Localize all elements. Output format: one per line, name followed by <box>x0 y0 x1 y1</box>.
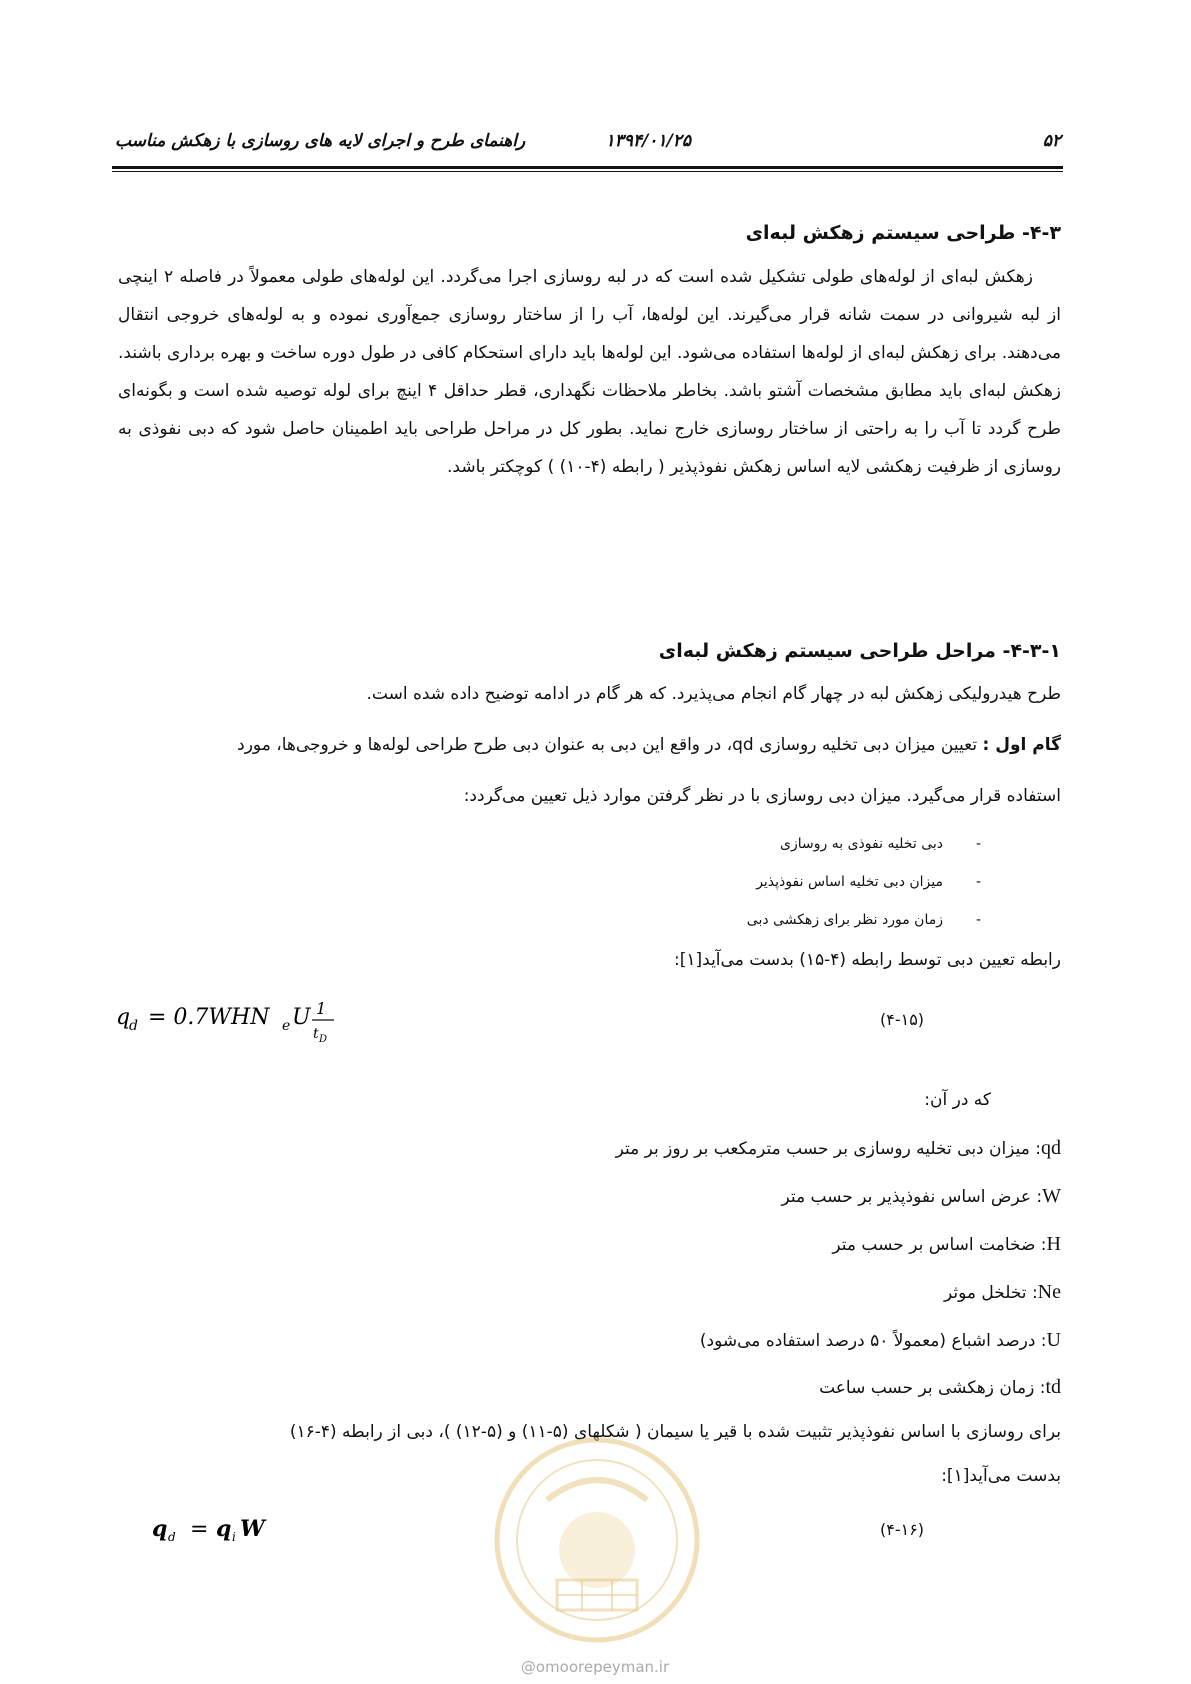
definition-symbol: W <box>1042 1185 1061 1207</box>
definition-text: : ضخامت اساس بر حسب متر <box>832 1235 1047 1255</box>
definition-symbol: td <box>1045 1376 1061 1398</box>
definition-symbol: Ne <box>1037 1281 1061 1303</box>
seal-stamp-icon <box>487 1430 707 1650</box>
definition-text: : تخلخل موثر <box>943 1283 1038 1303</box>
svg-text:1: 1 <box>316 999 327 1018</box>
svg-text:q: q <box>216 1516 232 1542</box>
subsection-intro: طرح هیدرولیکی زهکش لبه در چهار گام انجام می‌پذیرد. که هر گام در ادامه توضیح داده شده است. <box>366 684 1061 704</box>
header-title: راهنمای طرح و اجرای لایه های روسازی با زهکش مناسب <box>115 131 526 151</box>
bullet-text: زمان مورد نظر برای زهکشی دبی <box>746 912 943 928</box>
svg-text:U: U <box>292 1005 311 1030</box>
definition-symbol: qd <box>1041 1137 1061 1159</box>
definition-text: : عرض اساس نفوذپذیر بر حسب متر <box>781 1187 1043 1207</box>
equation-15-4-formula <box>116 990 356 1050</box>
equation-intro: رابطه تعیین دبی توسط رابطه (۴-۱۵) بدست می‌آید[۱]: <box>674 950 1061 970</box>
bullet-dash: - <box>975 874 981 890</box>
svg-text:q: q <box>116 1005 131 1030</box>
bullet-item <box>747 912 981 928</box>
step1-text: تعیین میزان دبی تخلیه روسازی qd، در واقع این دبی به عنوان دبی طرح طراحی لوله‌ها و خروجی‌ها، مورد <box>237 735 983 755</box>
svg-text:i: i <box>232 1530 236 1544</box>
section-paragraph-text: زهکش لبه‌ای از لوله‌های طولی تشکیل شده است که در لبه روسازی اجرا می‌گردد. این لوله‌های طولی معمولاً در فاصله ۲ اینچی از لبه شیروانی در سمت شانه قرار می‌گیرند. این لوله‌ها، آب را از ساختار روسازی جمع‌آوری نموده و به لوله‌های خروجی انتقال می‌دهند. برای زهکش لبه‌ای از لوله‌ها استفاده می‌شود. این لوله‌ها باید دارای استحکام کافی در طول دوره ساخت و بهره برداری باشند. زهکش لبه‌ای باید مطابق مشخصات آشتو باشد. بخاطر ملاحظات نگهداری، قطر حداقل ۴ اینچ برای لوله توصیه شده است و بگونه‌ای طرح گردد تا آب را به راحتی از ساختار روسازی خارج نماید. بطور کل در مراحل طراحی باید اطمینان حاصل شود که دبی نفوذی به روسازی از ظرفیت زهکشی لایه اساس زهکش نفوذپذیر ( رابطه (۴-۱۰) ) کوچکتر باشد. <box>118 267 1061 477</box>
svg-text:=: = <box>190 1517 209 1542</box>
page-number: ۵۲ <box>1042 131 1061 151</box>
step1-label: گام اول : <box>982 735 1061 755</box>
where-label: که در آن: <box>924 1090 991 1110</box>
para2-line1: برای روسازی با اساس نفوذپذیر تثبیت شده با قیر یا سیمان ( شکلهای (۵-۱۱) و (۵-۱۲) )، دبی از رابطه (۴-۱۶) <box>289 1422 1061 1442</box>
watermark-text: @omoorepeyman.ir <box>520 1658 670 1676</box>
equation-16-4 <box>152 1508 282 1558</box>
para2-line2: بدست می‌آید[۱]: <box>941 1466 1061 1486</box>
header-rule-thin <box>112 171 1063 172</box>
bullet-text: میزان دبی تخلیه اساس نفوذپذیر <box>756 874 943 890</box>
bullet-item <box>780 836 981 852</box>
svg-text:q: q <box>152 1516 168 1542</box>
subsection-heading: ۴-۳-۱- مراحل طراحی سیستم زهکش لبه‌ای <box>658 640 1061 662</box>
svg-text:e: e <box>282 1018 291 1034</box>
step1-line2: استفاده قرار می‌گیرد. میزان دبی روسازی با در نظر گرفتن موارد ذیل تعیین می‌گردد: <box>463 786 1061 806</box>
equation-15-4 <box>116 990 356 1056</box>
equation-15-4-number: (۴-۱۵) <box>880 1010 925 1029</box>
svg-text:d: d <box>129 1018 138 1034</box>
section-paragraph <box>118 258 1061 486</box>
equation-16-4-number: (۴-۱۶) <box>880 1520 925 1539</box>
definition-td <box>819 1376 1061 1399</box>
equation-16-4-formula <box>152 1508 282 1552</box>
definition-u <box>700 1329 1061 1352</box>
definition-h <box>832 1233 1061 1256</box>
definition-symbol: H <box>1046 1233 1061 1255</box>
running-header <box>115 131 1061 167</box>
svg-text:t: t <box>313 1026 319 1042</box>
definition-w <box>781 1185 1061 1208</box>
definition-text: : میزان دبی تخلیه روسازی بر حسب مترمکعب بر روز بر متر <box>615 1139 1041 1159</box>
definition-qd <box>616 1137 1061 1160</box>
step1-line1 <box>237 735 1061 755</box>
definition-text: : زمان زهکشی بر حسب ساعت <box>819 1378 1046 1398</box>
bullet-dash: - <box>975 836 981 852</box>
svg-text:d: d <box>168 1530 176 1544</box>
bullet-item <box>756 874 981 890</box>
section-heading: ۴-۳- طراحی سیستم زهکش لبه‌ای <box>745 222 1061 244</box>
header-rule-thick <box>112 166 1063 169</box>
bullet-text: دبی تخلیه نفوذی به روسازی <box>780 836 943 852</box>
definition-symbol: U <box>1046 1329 1061 1351</box>
definition-ne <box>944 1281 1061 1304</box>
svg-text:= 0.7WHN: = 0.7WHN <box>148 1005 270 1030</box>
svg-text:W: W <box>240 1516 265 1542</box>
svg-text:D: D <box>319 1034 328 1045</box>
bullet-dash: - <box>975 912 981 928</box>
header-date: ۱۳۹۴/۰۱/۲۵ <box>605 131 691 151</box>
definition-text: : درصد اشباع (معمولاً ۵۰ درصد استفاده می‌شود) <box>699 1331 1047 1351</box>
